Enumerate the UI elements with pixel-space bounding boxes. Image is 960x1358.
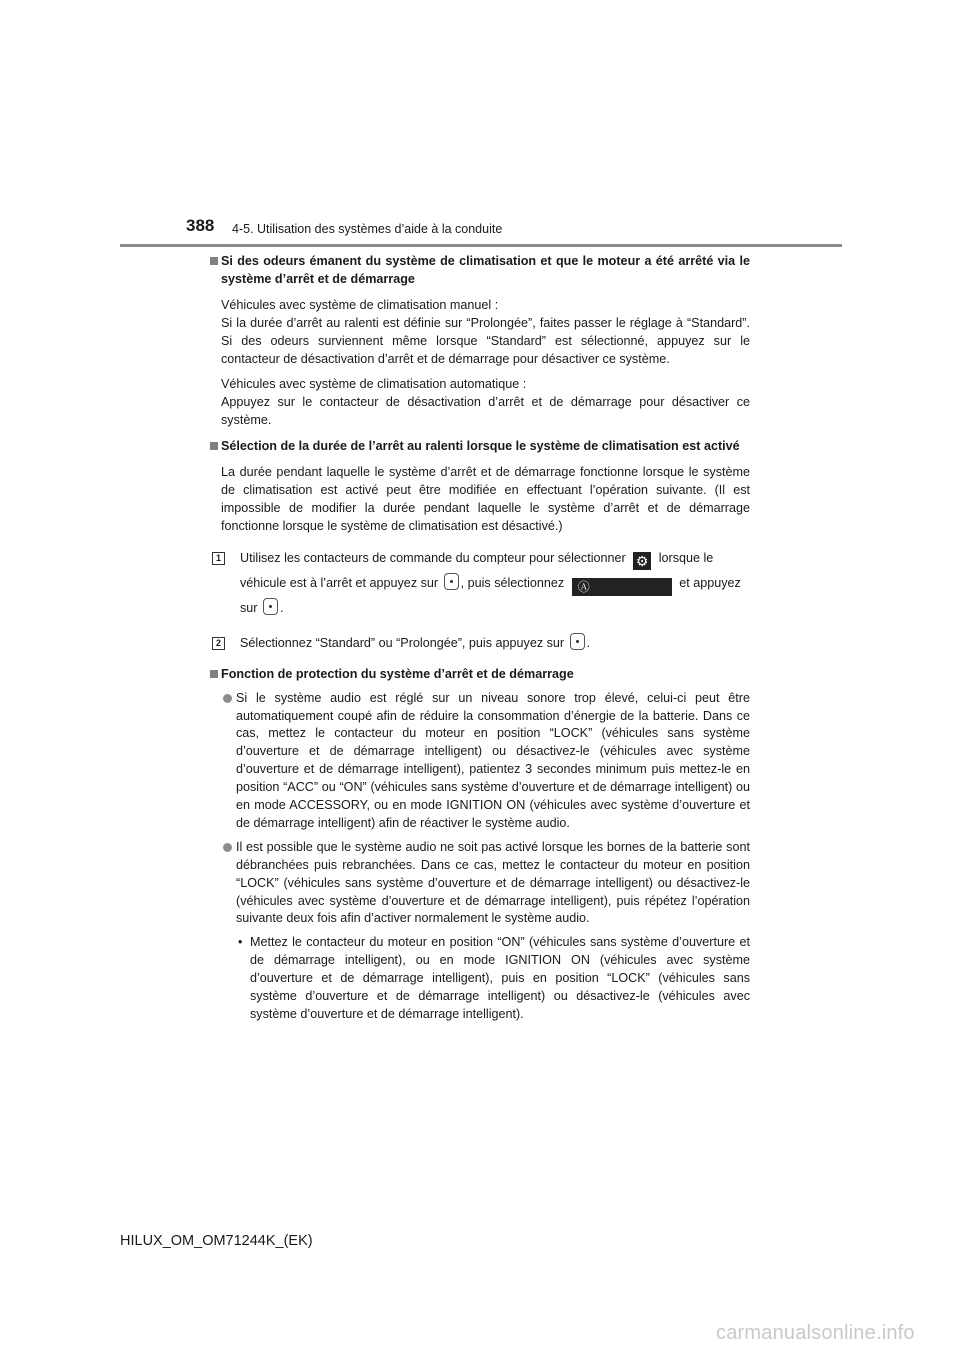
step-1-text-e: .: [280, 600, 284, 615]
step-1: [210, 546, 750, 621]
step-1-text-c: , puis sélectionnez: [460, 575, 565, 590]
watermark: carmanualsonline.info: [716, 1322, 915, 1344]
square-bullet-icon: [210, 670, 218, 678]
paragraph-manual-climate-body: Si la durée d’arrêt au ralenti est définie sur “Prolongée”, faites passer le réglage à “Standard”. Si des odeurs surviennent même lorsque “Standard” est sélectionné, appuyez sur le contacteur de désactivation d’arrêt et de démarrage pour désactiver ce système.: [221, 315, 750, 366]
stop-start-icon: Ⓐ: [572, 578, 672, 596]
header-rule: [120, 244, 842, 247]
step-2-text-a: Sélectionnez “Standard” ou “Prolongée”, puis appuyez sur: [240, 635, 565, 650]
square-bullet-icon: [210, 257, 218, 265]
square-bullet-icon: [210, 442, 218, 450]
paragraph-auto-climate: [221, 376, 750, 430]
section-title: 4-5. Utilisation des systèmes d’aide à la conduite: [232, 222, 503, 236]
heading-selection-duree-text: Sélection de la durée de l’arrêt au ralenti lorsque le système de climatisation est activé: [221, 439, 740, 454]
paragraph-auto-climate-title: Véhicules avec système de climatisation automatique :: [221, 377, 527, 392]
sub-bullet-item-text: Mettez le contacteur du moteur en position “ON” (véhicules sans système d’ouverture et de démarrage intelligent), ou en mode IGNITION ON (véhicules avec système d’ouverture et de démarrage intelligent), puis en position “LOCK” (véhicules sans système d’ouverture et de démarrage intelligent) ou désactivez-le (véhicules avec système d’ouverture et de démarrage intelligent).: [250, 935, 750, 1021]
heading-protection: [210, 666, 750, 684]
paragraph-manual-climate: [221, 297, 750, 369]
footer-document-id: HILUX_OM_OM71244K_(EK): [120, 1233, 313, 1249]
bullet-item-audio-volume: [210, 690, 750, 833]
page-number: 388: [186, 216, 215, 235]
page-content: [210, 253, 750, 1024]
step-2: [210, 631, 750, 656]
step-1-text-b: lorsque le véhicule est à l’arrêt et appuyez sur: [240, 550, 714, 590]
sub-bullet-mark: •: [238, 935, 243, 950]
ok-key-icon: [570, 633, 585, 650]
sub-bullet-item: [210, 934, 750, 1024]
step-2-text-b: .: [586, 635, 591, 650]
bullet-item-battery: [210, 839, 750, 929]
step-number-badge: 1: [212, 552, 225, 565]
heading-odeurs: [210, 253, 750, 289]
heading-odeurs-text: Si des odeurs émanent du système de climatisation et que le moteur a été arrêté via le système d’arrêt et de démarrage: [221, 254, 750, 286]
step-number-badge: 2: [212, 637, 225, 650]
round-bullet-icon: [223, 694, 232, 703]
step-1-text-a: Utilisez les contacteurs de commande du compteur pour sélectionner: [240, 550, 626, 565]
settings-gear-icon: ⚙: [633, 552, 651, 570]
paragraph-selection-duree: La durée pendant laquelle le système d’arrêt et de démarrage fonctionne lorsque le système de climatisation est activé peut être modifiée en effectuant l’opération suivante. (Il est impossible de modifier la durée pendant laquelle le système d’arrêt et de démarrage fonctionne lorsque le système de climatisation est désactivé.): [221, 465, 750, 533]
paragraph-manual-climate-title: Véhicules avec système de climatisation manuel :: [221, 297, 499, 312]
step-1-text-d: et appuyez sur: [240, 575, 741, 615]
heading-selection-duree: [210, 438, 750, 456]
heading-protection-text: Fonction de protection du système d’arrêt et de démarrage: [221, 666, 574, 681]
round-bullet-icon: [223, 843, 232, 852]
paragraph-auto-climate-body: Appuyez sur le contacteur de désactivation d’arrêt et de démarrage pour désactiver ce système.: [221, 395, 750, 428]
ok-key-icon: [444, 573, 459, 590]
bullet-item-audio-volume-text: Si le système audio est réglé sur un niveau sonore trop élevé, celui-ci peut être automatiquement coupé afin de réduire la consommation d’énergie de la batterie. Dans ce cas, mettez le contacteur du moteur en position “LOCK” (véhicules sans système d’ouverture et de démarrage intelligent) ou désactivez-le (véhicules avec système d’ouverture et de démarrage intelligent), patientez 3 secondes minimum puis mettez-le en position “ACC” ou “ON” (véhicules sans système d’ouverture et de démarrage intelligent) ou en mode ACCESSORY, ou en mode IGNITION ON (véhicules avec système d’ouverture et de démarrage intelligent) afin de réactiver le système audio.: [236, 690, 750, 830]
bullet-item-battery-text: Il est possible que le système audio ne soit pas activé lorsque les bornes de la batterie sont débranchées puis rebranchées. Dans ce cas, mettez le contacteur du moteur en position “LOCK” (véhicules sans système d’ouverture et de démarrage intelligent) ou désactivez-le (véhicules avec système d’ouverture et de démarrage intelligent), puis répétez l’opération suivante deux fois afin d’activer normalement le système audio.: [236, 839, 750, 926]
ok-key-icon: [263, 598, 278, 615]
